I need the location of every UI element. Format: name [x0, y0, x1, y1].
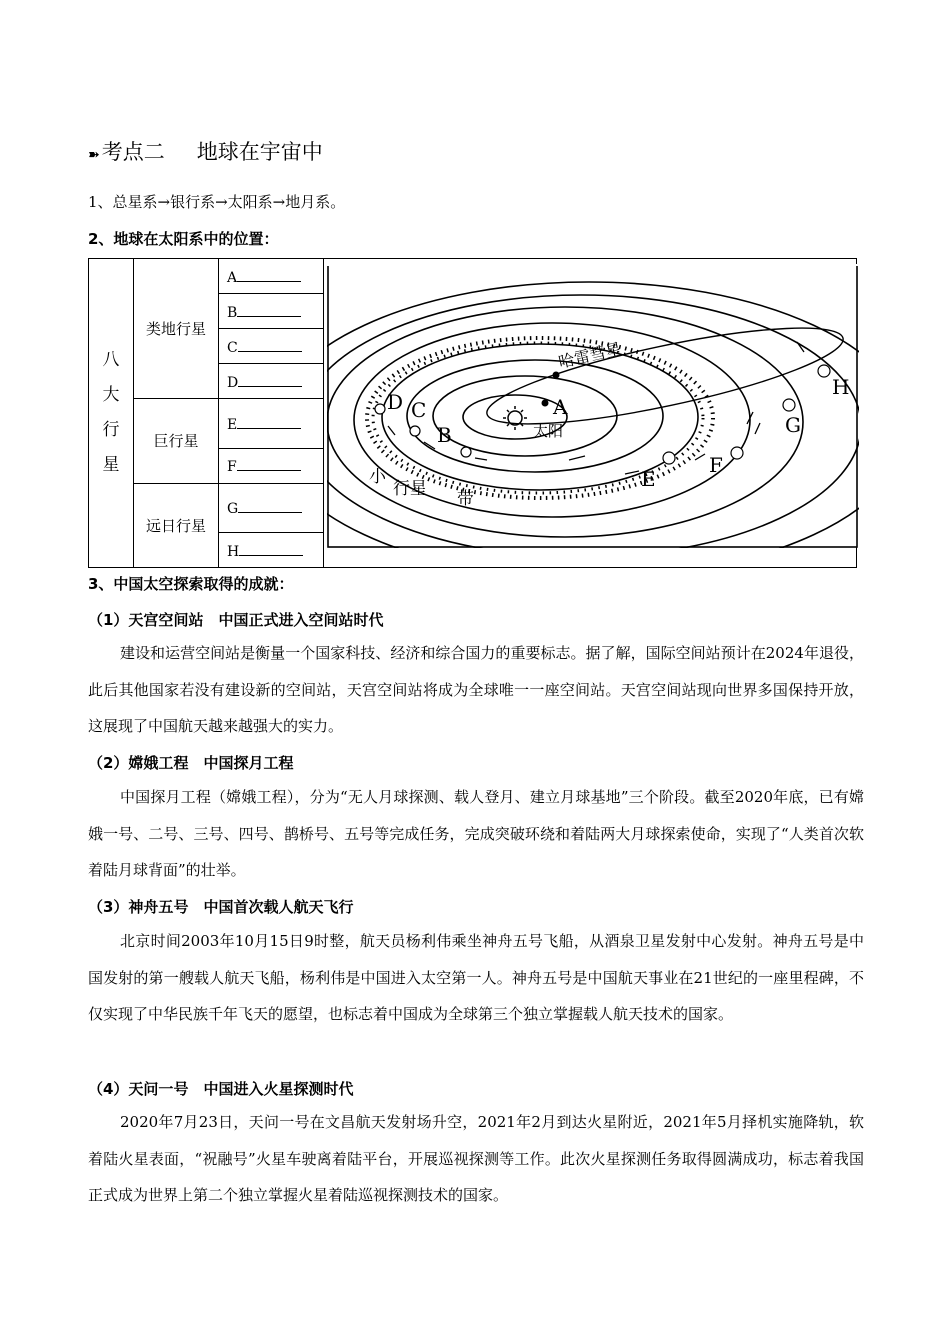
label-H: H	[832, 375, 850, 399]
item1-heading: （1）天宫空间站 中国正式进入空间站时代	[88, 611, 384, 629]
label-B: B	[437, 423, 452, 447]
belt-label-1: 小	[369, 467, 386, 487]
sun-label: 太阳	[533, 422, 564, 440]
group-outer: 远日行星	[134, 483, 219, 568]
blank-C[interactable]: C	[219, 329, 324, 364]
group-giant: 巨行星	[134, 399, 219, 484]
blank-G[interactable]: G	[219, 483, 324, 533]
planet-table	[88, 258, 324, 568]
section-title	[88, 136, 323, 166]
label-E: E	[641, 467, 656, 491]
item3-text: 北京时间2003年10月15日9时整，航天员杨利伟乘坐神舟五号飞船，从酒泉卫星发射中心发射。神舟五号是中国发射的第一艘载人航天飞船，杨利伟是中国进入太空第一人。神舟五号是中国航天事业在21世纪的一座里程碑，不仅实现了中华民族千年飞天的愿望，也标志着中国成为全球第三个独立掌握载人航天技术的国家。	[88, 932, 864, 1023]
section2-heading: 2、地球在太阳系中的位置：	[88, 230, 279, 248]
blank-B[interactable]: B	[219, 294, 324, 329]
item2-heading: （2）嫦娥工程 中国探月工程	[88, 754, 294, 772]
arrow-icon: ➽	[88, 147, 100, 163]
title-text: 地球在宇宙中	[196, 140, 323, 164]
title-number: 考点二	[101, 140, 165, 164]
label-D: D	[387, 390, 404, 414]
item2-text: 中国探月工程（嫦娥工程），分为“无人月球探测、载人登月、建立月球基地”三个阶段。截至2020年底，已有嫦娥一号、二号、三号、四号、鹊桥号、五号等完成任务，完成突破环绕和着陆两大月球探索使命，实现了“人类首次软着陆月球背面”的壮举。	[88, 788, 864, 879]
comet-label: 哈雷彗星	[556, 338, 624, 372]
item4-text: 2020年7月23日，天问一号在文昌航天发射场升空，2021年2月到达火星附近，2021年5月择机实施降轨，软着陆火星表面，“祝融号”火星车驶离着陆平台，开展巡视探测等工作。此次火星探测任务取得圆满成功，标志着我国正式成为世界上第二个独立掌握火星着陆巡视探测技术的国家。	[88, 1113, 864, 1204]
label-G: G	[785, 413, 801, 437]
blank-D[interactable]: D	[219, 364, 324, 399]
blank-E[interactable]: E	[219, 399, 324, 449]
solar-system-diagram	[327, 264, 859, 548]
item1-text: 建设和运营空间站是衡量一个国家科技、经济和综合国力的重要标志。据了解，国际空间站预计在2024年退役，此后其他国家若没有建设新的空间站，天宫空间站将成为全球唯一一座空间站。天宫空间站现向世界多国保持开放，这展现了中国航天越来越强大的实力。	[88, 644, 864, 735]
item3-heading: （3）神舟五号 中国首次载人航天飞行	[88, 898, 354, 916]
group-terrestrial: 类地行星	[134, 259, 219, 399]
belt-label-2: 行星	[393, 479, 427, 499]
hierarchy-line: 1、总星系→银行系→太阳系→地月系。	[88, 193, 346, 211]
section3-heading: 3、中国太空探索取得的成就：	[88, 575, 294, 593]
label-F: F	[709, 453, 723, 477]
label-C: C	[411, 398, 427, 422]
label-A: A	[553, 395, 568, 419]
blank-H[interactable]: H	[219, 533, 324, 568]
blank-A[interactable]: A	[219, 259, 324, 294]
belt-label-3: 带	[457, 489, 474, 509]
item4-heading: （4）天问一号 中国进入火星探测时代	[88, 1080, 354, 1098]
blank-F[interactable]: F	[219, 448, 324, 483]
eight-planets-label: 八 大 行 星	[89, 259, 134, 568]
